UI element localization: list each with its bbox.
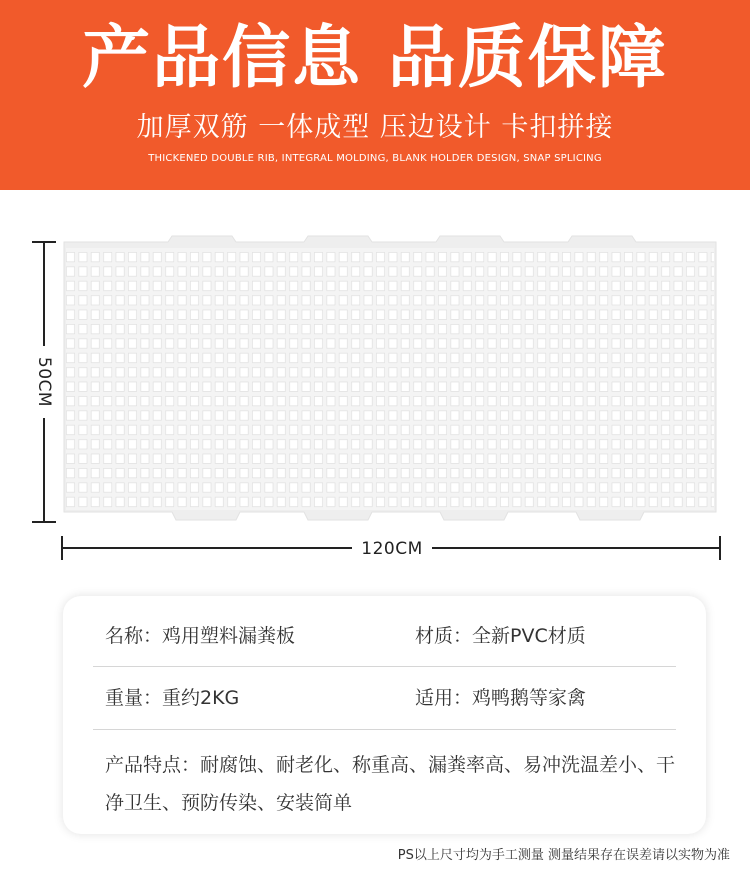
spec-material: 材质：全新PVC材质 bbox=[415, 625, 586, 647]
banner-subtitle: 加厚双筋 一体成型 压边设计 卡扣拼接 bbox=[136, 112, 614, 143]
width-label: 120CM bbox=[352, 537, 432, 561]
spec-divider-2 bbox=[93, 729, 676, 730]
spec-name: 名称：鸡用塑料漏粪板 bbox=[105, 625, 296, 647]
header-banner bbox=[0, 0, 750, 190]
spec-card bbox=[63, 596, 706, 834]
spec-features: 产品特点：耐腐蚀、耐老化、称重高、漏粪率高、易冲洗温差小、干净卫生、预防传染、安装简单 bbox=[105, 754, 676, 814]
measurement-footnote: PS以上尺寸均为手工测量 测量结果存在误差请以实物为准 bbox=[397, 848, 730, 863]
floor-panel-illustration bbox=[0, 190, 750, 590]
spec-usage: 适用：鸡鸭鹅等家禽 bbox=[415, 687, 587, 709]
banner-title: 产品信息 品质保障 bbox=[82, 19, 668, 98]
height-label: 50CM bbox=[32, 346, 56, 418]
spec-weight: 重量：重约2KG bbox=[105, 687, 240, 709]
banner-english-subtitle: THICKENED DOUBLE RIB, INTEGRAL MOLDING, BLANK HOLDER DESIGN, SNAP SPLICING bbox=[148, 153, 602, 164]
spec-divider-1 bbox=[93, 666, 676, 667]
